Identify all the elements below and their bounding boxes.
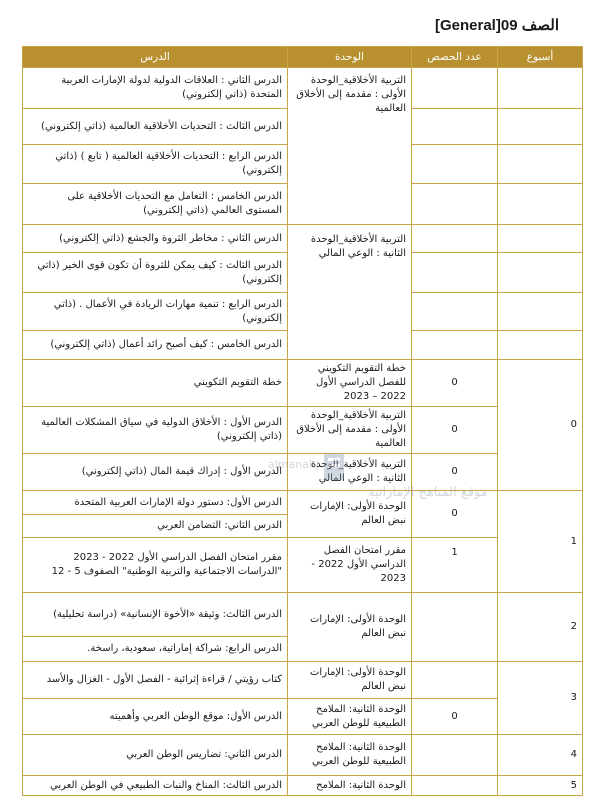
lesson-cell: كتاب رؤيتي / قراءة إثرائية - الفصل الأول - الغزال والأسد <box>23 662 288 699</box>
week-cell <box>498 253 583 293</box>
table-row <box>23 360 583 407</box>
lesson-cell: الدرس الرابع : تنمية مهارات الريادة في الأعمال . (ذاتي إلكتروني) <box>23 293 288 331</box>
periods-cell: 0 <box>412 454 498 491</box>
curriculum-table <box>22 46 583 796</box>
unit-cell: مقرر امتحان الفصل الدراسي الأول 2022 - 2023 <box>288 538 412 593</box>
lesson-cell: الدرس الثاني : مخاطر الثروة والجشع (ذاتي إلكتروني) <box>23 225 288 253</box>
header-unit: الوحدة <box>288 47 412 68</box>
periods-cell: 0 <box>412 699 498 735</box>
unit-cell: التربية الأخلاقية_الوحدة الأولى : مقدمة إلى الأخلاق العالمية <box>288 407 412 454</box>
week-cell <box>498 293 583 331</box>
periods-cell: 0 <box>412 491 498 538</box>
header-periods: عدد الحصص <box>412 47 498 68</box>
unit-cell: الوحدة الثانية: الملامح الطبيعية للوطن العربي <box>288 735 412 776</box>
unit-cell: الوحدة الأولى: الإمارات نبض العالم <box>288 662 412 699</box>
unit-cell: خطة التقويم التكويني للفصل الدراسي الأول 2022 – 2023 <box>288 360 412 407</box>
table-row <box>23 662 583 699</box>
lesson-cell: الدرس الأول : إدراك قيمة المال (ذاتي إلكتروني) <box>23 454 288 491</box>
periods-cell <box>412 593 498 662</box>
unit-cell: الوحدة الثانية: الملامح <box>288 776 412 796</box>
week-cell: 0 <box>498 360 583 491</box>
periods-cell <box>412 331 498 360</box>
unit-cell: التربية الأخلاقية_الوحدة الثانية : الوعي المالي <box>288 454 412 491</box>
table-row <box>23 776 583 796</box>
week-cell: 1 <box>498 491 583 593</box>
week-cell: 3 <box>498 662 583 735</box>
periods-cell <box>412 662 498 699</box>
unit-cell: الوحدة الأولى: الإمارات نبض العالم <box>288 491 412 538</box>
unit-cell: التربية الأخلاقية_الوحدة الأولى : مقدمة إلى الأخلاق العالمية <box>288 68 412 225</box>
lesson-cell: الدرس الأول: موقع الوطن العربي وأهميته <box>23 699 288 735</box>
periods-cell <box>412 293 498 331</box>
lesson-cell: الدرس الثاني : العلاقات الدولية لدولة الإمارات العربية المتحدة (ذاتي إلكتروني) <box>23 68 288 109</box>
lesson-cell: مقرر امتحان الفصل الدراسي الأول 2022 - 2023 "الدراسات الاجتماعية والتربية الوطنية" الصفوف 5 - 12 <box>23 538 288 593</box>
lesson-cell: الدرس الثاني: التضامن العربي <box>23 515 288 538</box>
lesson-cell: الدرس الرابع: شراكة إماراتية، سعودية، راسخة. <box>23 637 288 662</box>
periods-cell <box>412 776 498 796</box>
header-week: أسبوع <box>498 47 583 68</box>
week-cell: 4 <box>498 735 583 776</box>
periods-cell <box>412 253 498 293</box>
lesson-cell: الدرس الخامس : كيف أصبح رائد أعمال (ذاتي إلكتروني) <box>23 331 288 360</box>
lesson-cell: الدرس الخامس : التعامل مع التحديات الأخلاقية على المستوى العالمي (ذاتي إلكتروني) <box>23 184 288 225</box>
unit-cell: الوحدة الأولى: الإمارات نبض العالم <box>288 593 412 662</box>
lesson-cell: الدرس الرابع : التحديات الأخلاقية العالمية ( تابع ) (ذاتي إلكتروني) <box>23 145 288 184</box>
lesson-cell: الدرس الأول: دستور دولة الإمارات العربية المتحدة <box>23 491 288 515</box>
lesson-cell: الدرس الثالث : كيف يمكن للثروة أن تكون قوى الخير (ذاتي إلكتروني) <box>23 253 288 293</box>
periods-cell <box>412 735 498 776</box>
lesson-cell: الدرس الثالث: وثيقة «الأخوة الإنسانية» (دراسة تحليلية) <box>23 593 288 637</box>
table-row <box>23 491 583 515</box>
week-cell <box>498 109 583 145</box>
periods-cell <box>412 109 498 145</box>
table-header-row <box>23 47 583 68</box>
periods-cell: 1 <box>412 538 498 593</box>
table-row <box>23 735 583 776</box>
lesson-cell: الدرس الثالث: المناخ والنبات الطبيعي في الوطن العربي <box>23 776 288 796</box>
lesson-cell: الدرس الثاني: تضاريس الوطن العربي <box>23 735 288 776</box>
periods-cell <box>412 145 498 184</box>
table-row <box>23 68 583 109</box>
page-title: الصف 09[General] <box>434 17 559 34</box>
periods-cell <box>412 225 498 253</box>
week-cell <box>498 68 583 109</box>
periods-cell: 0 <box>412 360 498 407</box>
header-lesson: الدرس <box>23 47 288 68</box>
week-cell <box>498 145 583 184</box>
table-row <box>23 593 583 637</box>
week-cell <box>498 225 583 253</box>
week-cell: 2 <box>498 593 583 662</box>
periods-cell <box>412 68 498 109</box>
lesson-cell: الدرس الأول : الأخلاق الدولية في سياق المشكلات العالمية (ذاتي إلكتروني) <box>23 407 288 454</box>
unit-cell: الوحدة الثانية: الملامح الطبيعية للوطن العربي <box>288 699 412 735</box>
unit-cell: التربية الأخلاقية_الوحدة الثانية : الوعي المالي <box>288 225 412 360</box>
lesson-cell: خطة التقويم التكويني <box>23 360 288 407</box>
periods-cell <box>412 184 498 225</box>
periods-cell: 0 <box>412 407 498 454</box>
lesson-cell: الدرس الثالث : التحديات الأخلاقية العالمية (ذاتي إلكتروني) <box>23 109 288 145</box>
table-row <box>23 225 583 253</box>
watermark-text: موقع المناهج الإماراتية <box>368 485 488 500</box>
week-cell <box>498 184 583 225</box>
watermark-brand: almanahj <box>268 458 319 471</box>
week-cell: 5 <box>498 776 583 796</box>
week-cell <box>498 331 583 360</box>
